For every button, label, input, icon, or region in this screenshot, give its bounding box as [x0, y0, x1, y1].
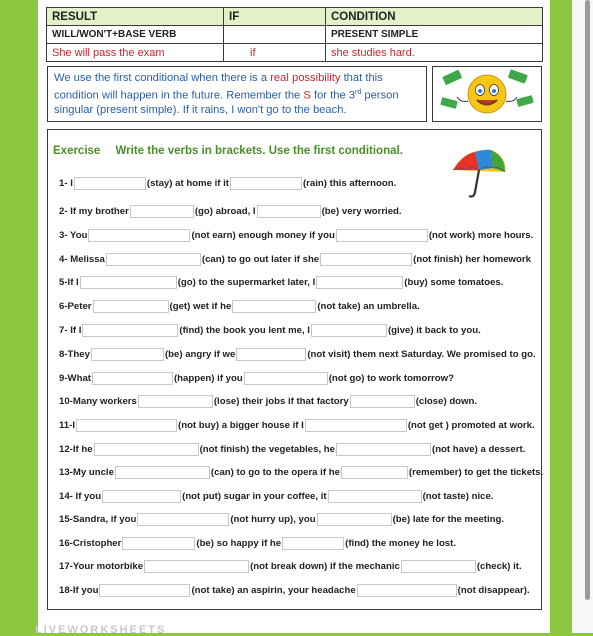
answer-input[interactable]: [115, 466, 210, 479]
answer-input[interactable]: [144, 560, 249, 573]
scrollbar[interactable]: [585, 0, 590, 600]
sentence-text: (be) late for the meeting.: [392, 513, 504, 525]
example-if: if: [224, 44, 326, 62]
answer-input[interactable]: [80, 276, 177, 289]
answer-input[interactable]: [74, 177, 146, 190]
explanation-text-4: person singular (present simple). If it rains, I won't go to the beach.: [54, 89, 399, 116]
answer-input[interactable]: [99, 584, 190, 597]
sentence-text: 1- I: [59, 177, 73, 189]
exercise-label: Exercise: [53, 145, 101, 157]
sentence-text: 11-I: [59, 419, 76, 431]
header-result: RESULT: [47, 8, 224, 26]
sentence-text: (not finish) the vegetables, he: [199, 443, 335, 455]
exercise-row: [59, 250, 531, 268]
answer-input[interactable]: [341, 466, 408, 479]
exercise-row: [59, 202, 402, 220]
sentence-text: 4- Melissa: [59, 253, 105, 265]
explanation-box: [47, 66, 427, 122]
answer-input[interactable]: [122, 537, 195, 550]
sentence-text: 7- If I: [59, 324, 82, 336]
answer-input[interactable]: [102, 490, 181, 503]
sentence-text: (not put) sugar in your coffee, it: [182, 490, 327, 502]
sentence-text: (not taste) nice.: [422, 490, 494, 502]
sentence-text: (not have) a dessert.: [432, 443, 526, 455]
umbrella-icon: [449, 146, 509, 202]
sentence-text: (can) to go to the opera if he: [210, 466, 340, 478]
answer-input[interactable]: [88, 229, 190, 242]
example-condition: she studies hard.: [326, 44, 543, 62]
example-result: She will pass the exam: [47, 44, 224, 62]
sentence-text: (not disappear).: [457, 584, 530, 596]
table-header-row: [47, 8, 543, 26]
sentence-text: (not get ) promoted at work.: [407, 419, 535, 431]
explanation-text-1: We use the first conditional when there is a: [54, 72, 271, 84]
sentence-text: (not buy) a bigger house if I: [178, 419, 304, 431]
answer-input[interactable]: [92, 372, 173, 385]
answer-input[interactable]: [137, 513, 229, 526]
sentence-text: (not finish) her homework: [413, 253, 531, 265]
structure-if: [224, 26, 326, 44]
answer-input[interactable]: [350, 395, 415, 408]
sentence-text: (not take) an aspirin, your headache: [191, 584, 356, 596]
explanation-s-letter: S: [303, 89, 311, 102]
sentence-text: 17-Your motorbike: [59, 560, 144, 572]
exercise-row: [59, 345, 536, 363]
sentence-text: (lose) their jobs if that factory: [213, 395, 349, 407]
footer-watermark: LIVEWORKSHEETS: [35, 624, 167, 636]
sentence-text: (be) very worried.: [321, 205, 402, 217]
explanation-text-2: that this condition will happen in the future. Remember the: [54, 72, 383, 102]
sentence-text: (not work) more hours.: [428, 229, 534, 241]
sentence-text: (not hurry up), you: [230, 513, 316, 525]
exercise-row: [59, 463, 543, 481]
exercise-row: [59, 534, 456, 552]
answer-input[interactable]: [305, 419, 407, 432]
sentence-text: 16-Cristopher: [59, 537, 122, 549]
exercise-row: [59, 487, 493, 505]
answer-input[interactable]: [336, 229, 428, 242]
answer-input[interactable]: [244, 372, 328, 385]
answer-input[interactable]: [357, 584, 457, 597]
sentence-text: (get) wet if he: [169, 300, 232, 312]
answer-input[interactable]: [316, 276, 403, 289]
answer-input[interactable]: [94, 443, 199, 456]
exercise-row: [59, 392, 477, 410]
grammar-table: [46, 7, 543, 62]
sentence-text: (remember) to get the tickets.: [408, 466, 544, 478]
exercise-row: [59, 321, 481, 339]
explanation-superscript: rd: [355, 88, 362, 96]
structure-result: WILL/WON'T+BASE VERB: [47, 26, 224, 44]
sentence-text: 10-Many workers: [59, 395, 137, 407]
sentence-text: (stay) at home if it: [146, 177, 229, 189]
sentence-text: (can) to go out later if she: [201, 253, 320, 265]
answer-input[interactable]: [236, 348, 306, 361]
answer-input[interactable]: [91, 348, 164, 361]
sentence-text: (not earn) enough money if you: [191, 229, 335, 241]
explanation-text-3: for the 3: [310, 89, 356, 102]
exercise-row: [59, 581, 530, 599]
sentence-text: (rain) this afternoon.: [302, 177, 397, 189]
answer-input[interactable]: [282, 537, 344, 550]
sentence-text: (not break down) if the mechanic: [250, 560, 400, 572]
answer-input[interactable]: [320, 253, 412, 266]
exercise-title: [53, 145, 403, 157]
sentence-text: (buy) some tomatoes.: [404, 276, 504, 288]
sentence-text: (not visit) them next Saturday. We promised to go.: [307, 348, 536, 360]
sentence-text: (check) it.: [476, 560, 522, 572]
sentence-text: (go) to the supermarket later, I: [177, 276, 316, 288]
sentence-text: 2- If my brother: [59, 205, 129, 217]
exercise-row: [59, 226, 533, 244]
answer-input[interactable]: [401, 560, 476, 573]
sentence-text: (not take) an umbrella.: [317, 300, 420, 312]
explanation-highlight: real possibility: [270, 72, 341, 84]
table-structure-row: [47, 26, 543, 44]
answer-input[interactable]: [138, 395, 213, 408]
sentence-text: 5-If I: [59, 276, 79, 288]
answer-input[interactable]: [76, 419, 177, 432]
sentence-text: (find) the book you lent me, I: [179, 324, 310, 336]
exercise-row: [59, 174, 396, 192]
sentence-text: (not go) to work tomorrow?: [328, 372, 454, 384]
emoji-box: [432, 66, 542, 122]
structure-condition: PRESENT SIMPLE: [326, 26, 543, 44]
exercise-row: [59, 557, 522, 575]
answer-input[interactable]: [130, 205, 194, 218]
header-condition: CONDITION: [326, 8, 543, 26]
sentence-text: (happen) if you: [173, 372, 243, 384]
sentence-text: 14- If you: [59, 490, 102, 502]
table-example-row: [47, 44, 543, 62]
answer-input[interactable]: [93, 300, 169, 313]
sentence-text: 3- You: [59, 229, 88, 241]
money-emoji-icon: [433, 67, 541, 121]
sentence-text: (give) it back to you.: [387, 324, 481, 336]
sentence-text: (be) so happy if he: [196, 537, 282, 549]
sentence-text: 15-Sandra, if you: [59, 513, 137, 525]
answer-input[interactable]: [82, 324, 178, 337]
answer-input[interactable]: [106, 253, 201, 266]
answer-input[interactable]: [311, 324, 387, 337]
sentence-text: 9-What: [59, 372, 91, 384]
sentence-text: 6-Peter: [59, 300, 92, 312]
answer-input[interactable]: [230, 177, 302, 190]
sentence-text: 12-If he: [59, 443, 93, 455]
exercise-row: [59, 440, 525, 458]
exercise-row: [59, 297, 420, 315]
exercise-row: [59, 369, 454, 387]
answer-input[interactable]: [328, 490, 422, 503]
answer-input[interactable]: [336, 443, 431, 456]
answer-input[interactable]: [317, 513, 392, 526]
sentence-text: (go) abroad, I: [194, 205, 256, 217]
exercise-row: [59, 510, 504, 528]
sentence-text: (close) down.: [415, 395, 478, 407]
sentence-text: (find) the money he lost.: [345, 537, 457, 549]
exercise-instruction: Write the verbs in brackets. Use the first conditional.: [115, 145, 403, 157]
answer-input[interactable]: [257, 205, 321, 218]
header-if: IF: [224, 8, 326, 26]
exercise-row: [59, 416, 535, 434]
sentence-text: (be) angry if we: [164, 348, 236, 360]
sentence-text: 18-If you: [59, 584, 99, 596]
sentence-text: 8-They: [59, 348, 90, 360]
answer-input[interactable]: [232, 300, 316, 313]
exercise-row: [59, 273, 503, 291]
sentence-text: 13-My uncle: [59, 466, 114, 478]
